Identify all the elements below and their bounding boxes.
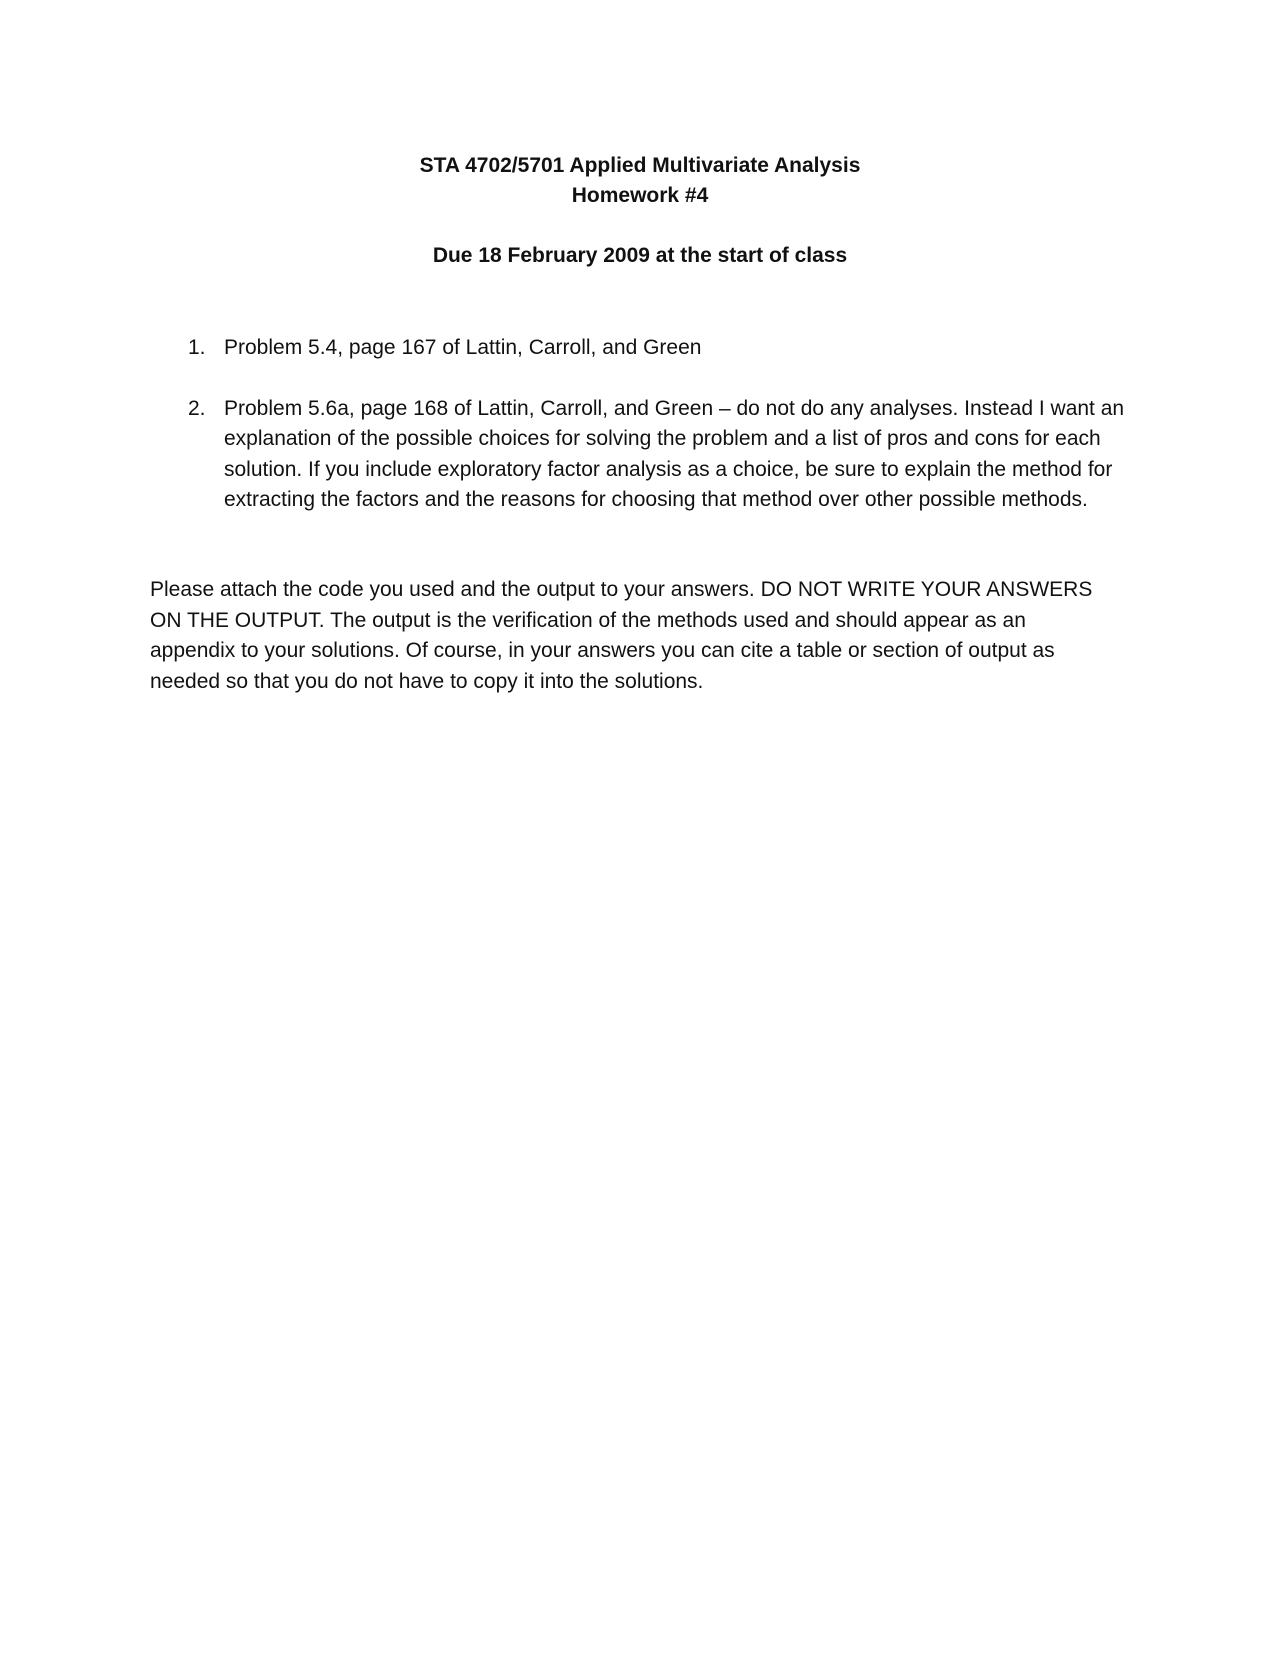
list-item-number: 2. — [188, 396, 206, 420]
page-title: STA 4702/5701 Applied Multivariate Analysis — [419, 154, 861, 177]
list-item-number: 1. — [188, 336, 206, 359]
list-item — [150, 333, 1130, 364]
list-item — [150, 394, 1130, 516]
submission-note: Please attach the code you used and the output to your answers. DO NOT WRITE YOUR ANSWERS ON THE OUTPUT. The output is the verification of the methods used and should appear as an appendix to your solutions. Of course, in your answers you can cite a table or section of output as needed so that you do not have to copy it into the solutions. — [150, 578, 1093, 693]
problem-list — [150, 333, 1130, 546]
list-item-text: Problem 5.4, page 167 of Lattin, Carroll, and Green — [224, 336, 702, 359]
list-item-text: Problem 5.6a, page 168 of Lattin, Carroll, and Green – do not do any analyses. Instead I want an explanation of the possible choices for solving the problem and a list of pros and cons for each solution. If you include exploratory factor analysis as a choice, be sure to explain the method for extracting the factors and the reasons for choosing that method over other possible methods. — [224, 396, 1125, 511]
page-subtitle: Homework #4 — [571, 184, 709, 207]
due-date: Due 18 February 2009 at the start of class — [432, 244, 848, 267]
